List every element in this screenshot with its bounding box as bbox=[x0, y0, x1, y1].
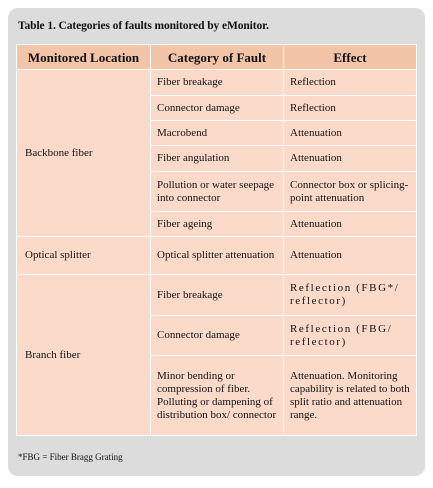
table-caption: Table 1. Categories of faults monitored by eMonitor. bbox=[18, 20, 269, 32]
effect-cell: Attenuation bbox=[284, 146, 417, 172]
effect-cell: Reflection bbox=[284, 70, 417, 96]
category-cell: Pollution or water seepage into connector bbox=[151, 172, 284, 212]
category-cell: Optical splitter attenuation bbox=[151, 237, 284, 275]
faults-table bbox=[16, 44, 417, 436]
effect-cell: Attenuation bbox=[284, 237, 417, 275]
category-cell: Fiber angulation bbox=[151, 146, 284, 172]
category-cell: Connector damage bbox=[151, 96, 284, 121]
table-row bbox=[17, 237, 417, 275]
location-backbone-fiber: Backbone fiber bbox=[17, 70, 151, 237]
effect-cell: Reflection bbox=[284, 96, 417, 121]
table-row bbox=[17, 275, 417, 316]
effect-cell: Attenuation. Monitoring capability is related to both split ratio and attenuation range. bbox=[284, 356, 417, 436]
header-monitored-location: Monitored Location bbox=[17, 45, 151, 70]
category-cell: Macrobend bbox=[151, 121, 284, 146]
table-row bbox=[17, 70, 417, 96]
category-cell: Fiber breakage bbox=[151, 275, 284, 316]
effect-cell: Connector box or splicing-point attenuation bbox=[284, 172, 417, 212]
header-category-of-fault: Category of Fault bbox=[151, 45, 284, 70]
category-cell: Fiber ageing bbox=[151, 212, 284, 237]
category-cell: Connector damage bbox=[151, 316, 284, 356]
location-optical-splitter: Optical splitter bbox=[17, 237, 151, 275]
category-cell: Minor bending or compression of fiber. Polluting or dampening of distribution box/ connector bbox=[151, 356, 284, 436]
location-branch-fiber: Branch fiber bbox=[17, 275, 151, 436]
effect-cell: Reflection (FBG/ reflector) bbox=[284, 316, 417, 356]
category-cell: Fiber breakage bbox=[151, 70, 284, 96]
header-effect: Effect bbox=[284, 45, 417, 70]
effect-cell: Reflection (FBG*/ reflector) bbox=[284, 275, 417, 316]
header-row bbox=[17, 45, 417, 70]
footnote: *FBG = Fiber Bragg Grating bbox=[18, 452, 123, 462]
effect-cell: Attenuation bbox=[284, 121, 417, 146]
effect-cell: Attenuation bbox=[284, 212, 417, 237]
